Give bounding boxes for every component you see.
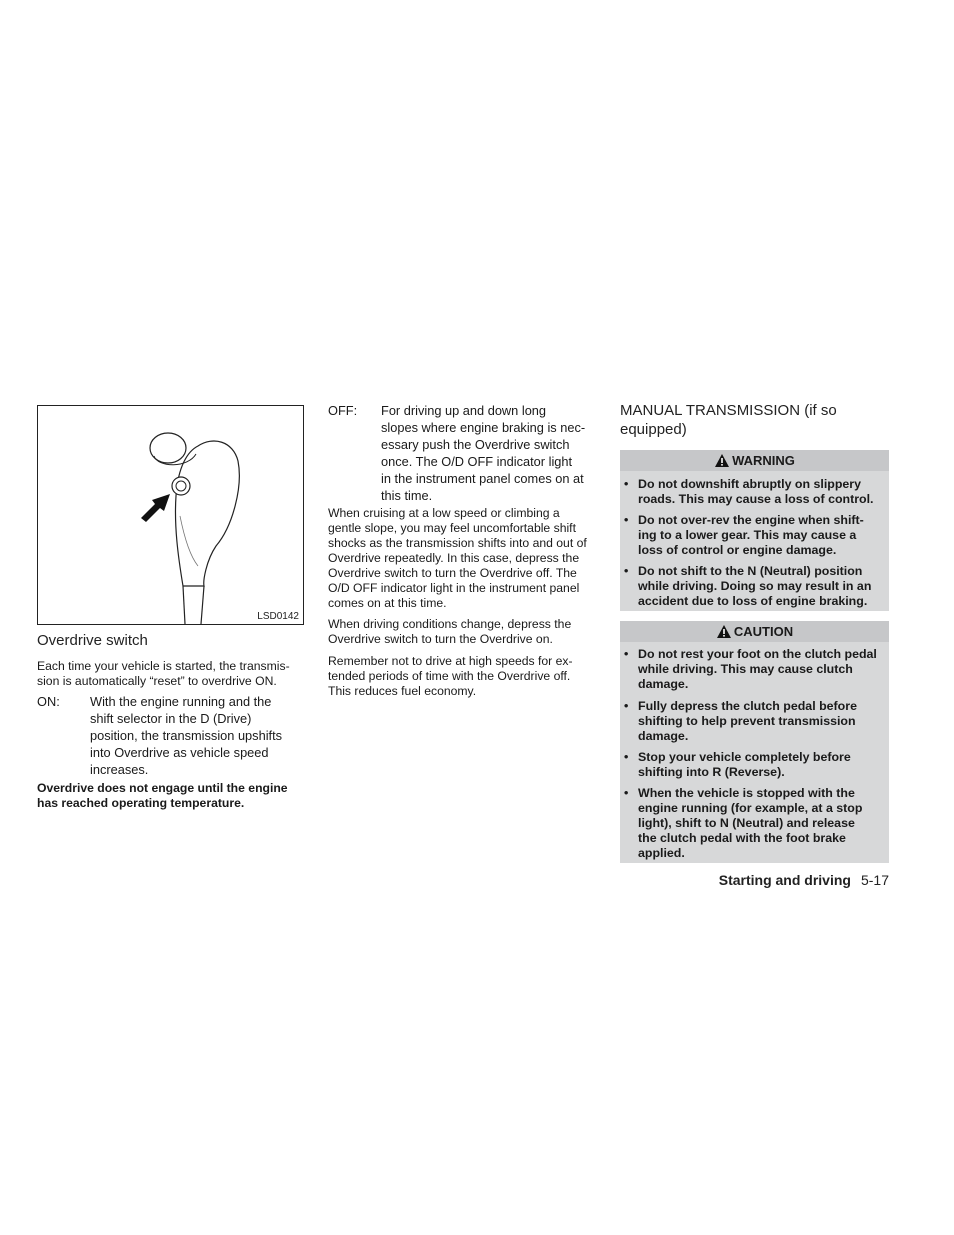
footer-section: Starting and driving (718, 872, 851, 888)
definition-description (90, 693, 282, 778)
text-line: increases. (90, 762, 149, 777)
text-line: position, the transmission upshifts (90, 728, 283, 743)
overdrive-intro (37, 659, 306, 689)
bullet: • (624, 786, 629, 800)
text-line: essary push the Overdrive switch (381, 437, 570, 452)
text-line: into Overdrive as vehicle speed (90, 745, 269, 760)
text-line: damage. (638, 729, 689, 743)
text-line: Each time your vehicle is started, the transmis- (37, 659, 290, 673)
caution-item-text (638, 647, 886, 692)
caution-triangle-icon (716, 624, 732, 639)
text-line: sion is automatically “reset” to overdrive ON. (37, 674, 277, 688)
text-line: accident due to loss of engine braking. (638, 594, 868, 608)
warning-triangle-icon (714, 453, 730, 468)
warning-item-text (638, 513, 886, 558)
text-line: Do not over-rev the engine when shift- (638, 513, 864, 527)
text-line: When the vehicle is stopped with the (638, 786, 855, 800)
overdrive-note (37, 781, 312, 811)
text-line: Do not downshift abruptly on slippery (638, 477, 862, 491)
caution-item-text (638, 750, 886, 780)
warning-box (620, 450, 889, 611)
figure-code: LSD0142 (257, 611, 299, 622)
text-line: When cruising at a low speed or climbing a (328, 506, 560, 520)
caution-box (620, 621, 889, 863)
text-line: For driving up and down long (381, 403, 547, 418)
caution-item-text (638, 786, 886, 861)
definition-description (381, 402, 585, 504)
text-line: With the engine running and the (90, 694, 272, 709)
warning-item-text (638, 477, 886, 507)
text-line: has reached operating temperature. (37, 796, 245, 810)
page-number: 5-17 (860, 872, 889, 888)
overdrive-paragraph-1 (328, 506, 598, 611)
text-line: loss of control or engine damage. (638, 543, 837, 557)
text-line: Fully depress the clutch pedal before (638, 699, 857, 713)
caution-item (620, 699, 889, 744)
text-line: while driving. This may cause clutch (638, 662, 853, 676)
bullet: • (624, 477, 629, 491)
text-line: Stop your vehicle completely before (638, 750, 851, 764)
text-line: Remember not to drive at high speeds for ex- (328, 654, 573, 668)
definition-term: OFF: (328, 403, 358, 418)
warning-header (620, 450, 889, 471)
caution-item-text (638, 699, 886, 744)
bullet: • (624, 647, 629, 661)
text-line: tended periods of time with the Overdrive off. (328, 669, 571, 683)
text-line: light), shift to N (Neutral) and release (638, 816, 855, 830)
warning-item (620, 564, 889, 609)
text-line: shifting to help prevent transmission (638, 714, 856, 728)
overdrive-paragraph-3 (328, 654, 598, 699)
bullet: • (624, 513, 629, 527)
overdrive-paragraph-2 (328, 617, 598, 647)
text-line: roads. This may cause a loss of control. (638, 492, 874, 506)
on-definition (37, 693, 306, 779)
bullet: • (624, 750, 629, 764)
text-line: shift selector in the D (Drive) (90, 711, 252, 726)
overdrive-heading: Overdrive switch (37, 632, 148, 649)
page-footer (719, 872, 889, 888)
caution-item (620, 647, 889, 692)
text-line: while driving. Doing so may result in an (638, 579, 872, 593)
caution-header (620, 621, 889, 642)
text-line: Do not rest your foot on the clutch pedal (638, 647, 877, 661)
text-line: ing to a lower gear. This may cause a (638, 528, 857, 542)
warning-item (620, 513, 889, 558)
text-line: Overdrive switch to turn the Overdrive off. The (328, 566, 577, 580)
caution-item (620, 786, 889, 861)
caution-label: CAUTION (733, 624, 794, 639)
text-line: engine running (for example, at a stop (638, 801, 863, 815)
definition-term: ON: (37, 694, 60, 709)
text-line: This reduces fuel economy. (328, 684, 477, 698)
text-line: When driving conditions change, depress the (328, 617, 572, 631)
text-line: Overdrive switch to turn the Overdrive on. (328, 632, 553, 646)
text-line: gentle slope, you may feel uncomfortable shift (328, 521, 576, 535)
manual-transmission-heading (620, 401, 889, 439)
text-line: in the instrument panel comes on at (381, 471, 584, 486)
arrow-icon (38, 406, 305, 626)
bullet: • (624, 564, 629, 578)
text-line: applied. (638, 846, 685, 860)
overdrive-switch-figure (37, 405, 304, 625)
heading-line: equipped) (620, 421, 687, 438)
text-line: this time. (381, 488, 433, 503)
warning-item (620, 477, 889, 507)
bullet: • (624, 699, 629, 713)
caution-item (620, 750, 889, 780)
text-line: comes on at this time. (328, 596, 447, 610)
text-line: shifting into R (Reverse). (638, 765, 785, 779)
text-line: Do not shift to the N (Neutral) position (638, 564, 863, 578)
text-line: once. The O/D OFF indicator light (381, 454, 573, 469)
text-line: shocks as the transmission shifts into and out of (328, 536, 587, 550)
text-line: damage. (638, 677, 689, 691)
heading-line: MANUAL TRANSMISSION (if so (620, 402, 837, 419)
text-line: Overdrive repeatedly. In this case, depress the (328, 551, 580, 565)
warning-item-text (638, 564, 886, 609)
off-definition (328, 402, 598, 506)
text-line: the clutch pedal with the foot brake (638, 831, 846, 845)
text-line: slopes where engine braking is nec- (381, 420, 586, 435)
text-line: O/D OFF indicator light in the instrument panel (328, 581, 580, 595)
text-line: Overdrive does not engage until the engine (37, 781, 288, 795)
warning-label: WARNING (732, 453, 795, 468)
